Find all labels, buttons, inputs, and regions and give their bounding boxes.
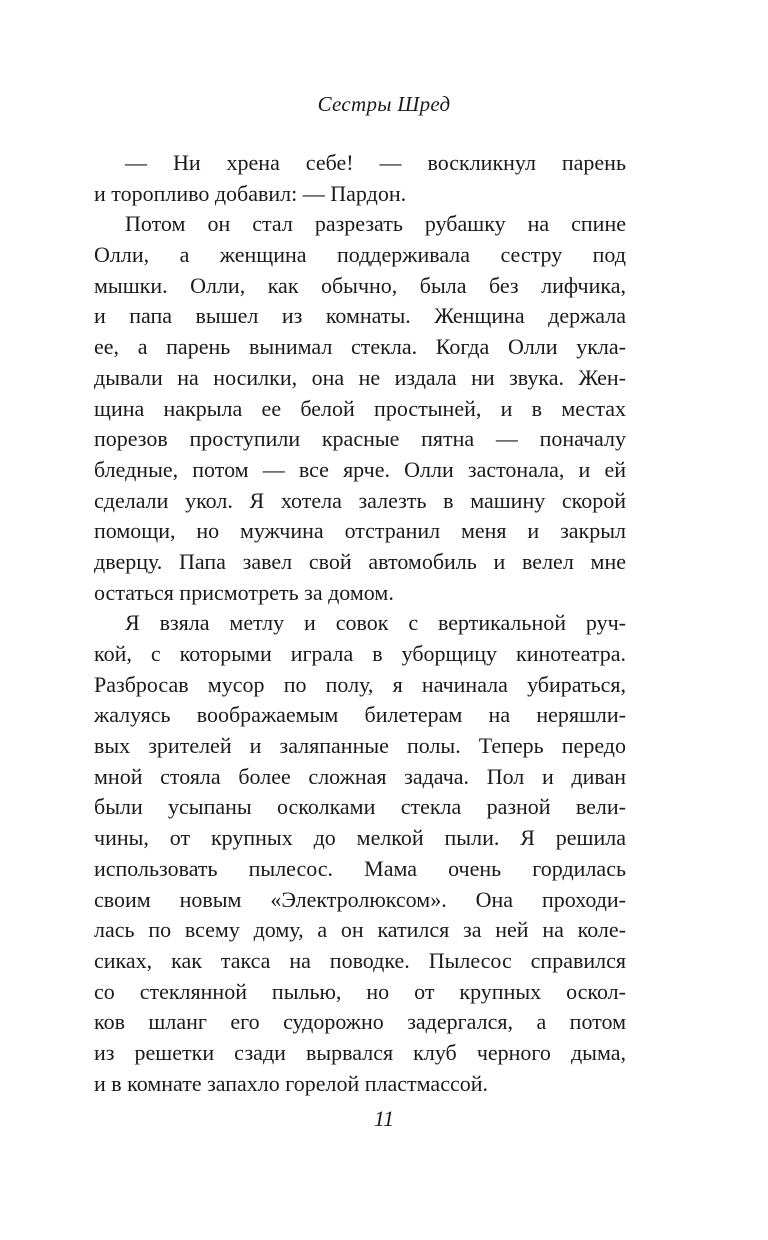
text-line: Потом он стал разрезать рубашку на спине — [125, 211, 626, 237]
text-line: ков шланг его судорожно задергался, а потом — [94, 1009, 626, 1035]
text-line: лась по всему дому, а он катился за ней на коле- — [94, 917, 626, 943]
text-line: из решетки сзади вырвался клуб черного дыма, — [94, 1039, 626, 1065]
body-text — [94, 148, 626, 1099]
text-line: и папа вышел из комнаты. Женщина держала — [94, 303, 626, 329]
text-line: остаться присмотреть за домом. — [94, 579, 394, 605]
text-line: дверцу. Папа завел свой автомобиль и велел мне — [94, 548, 626, 574]
text-line: щина накрыла ее белой простыней, и в местах — [94, 395, 626, 421]
text-line: своим новым «Электролюксом». Она проходи- — [94, 886, 626, 912]
text-line: со стеклянной пылью, но от крупных оскол- — [94, 978, 626, 1004]
text-line: жалуясь воображаемым билетерам на неряшли- — [94, 702, 626, 728]
page-number: 11 — [373, 1106, 395, 1131]
text-line: сделали укол. Я хотела залезть в машину скорой — [94, 487, 626, 513]
text-line: Олли, а женщина поддерживала сестру под — [94, 242, 626, 268]
text-line: и в комнате запахло горелой пластмассой. — [94, 1070, 488, 1096]
text-line: сиках, как такса на поводке. Пылесос справился — [94, 947, 626, 973]
text-line: и торопливо добавил: — Пардон. — [94, 180, 407, 206]
text-line: помощи, но мужчина отстранил меня и закрыл — [94, 518, 626, 544]
text-line: мной стояла более сложная задача. Пол и диван — [94, 763, 626, 789]
text-line: чины, от крупных до мелкой пыли. Я решила — [94, 825, 626, 851]
text-line: кой, с которыми играла в уборщицу кинотеатра. — [94, 641, 626, 666]
text-line: дывали на носилки, она не издала ни звука. Жен- — [94, 364, 626, 390]
text-line: порезов проступили красные пятна — поначалу — [94, 426, 626, 452]
text-line: были усыпаны осколками стекла разной вели- — [94, 794, 626, 820]
text-line: бледные, потом — все ярче. Олли застонала, и ей — [94, 456, 626, 482]
running-head: Сестры Шред — [317, 92, 451, 116]
text-line: мышки. Олли, как обычно, была без лифчика, — [94, 272, 626, 298]
text-line: использовать пылесос. Мама очень гордилась — [94, 855, 626, 881]
text-line: вых зрителей и заляпанные полы. Теперь передо — [94, 733, 626, 759]
text-line: — Ни хрена себе! — воскликнул парень — [125, 150, 626, 175]
text-line: ее, а парень вынимал стекла. Когда Олли укла- — [94, 334, 626, 360]
text-line: Разбросав мусор по полу, я начинала убираться, — [94, 671, 626, 697]
text-line: Я взяла метлу и совок с вертикальной руч- — [125, 610, 626, 636]
